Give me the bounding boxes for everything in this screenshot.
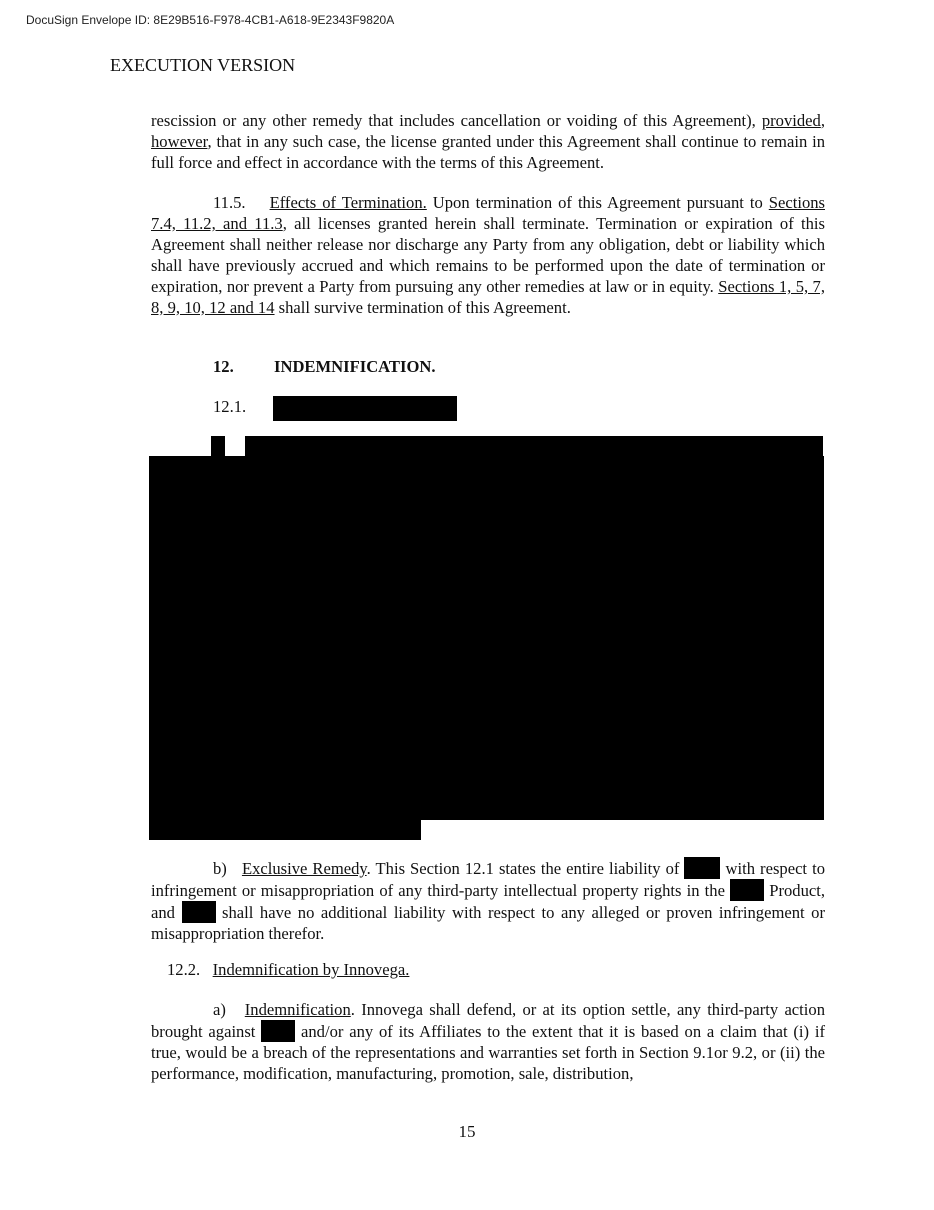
paragraph-rescission <box>151 110 825 173</box>
text-span: Product, and <box>151 881 826 922</box>
text-span: rescission or any other remedy that includes cancellation or voiding of this Agreement), <box>151 111 762 130</box>
docusign-envelope-id: DocuSign Envelope ID: 8E29B516-F978-4CB1-A618-9E2343F9820A <box>26 13 395 27</box>
redaction-block <box>730 879 764 901</box>
item-label: b) <box>213 859 227 878</box>
redaction-block <box>273 396 457 421</box>
section-12-1-heading <box>213 397 246 417</box>
paragraph-exclusive-remedy <box>151 857 825 944</box>
item-heading: Indemnification <box>244 1000 351 1019</box>
section-12-heading <box>213 357 436 377</box>
text-span: . This Section 12.1 states the entire liability of <box>366 859 685 878</box>
text-span: , that in any such case, the license granted under this Agreement shall continue to remain in full force and effect in accordance with the terms of this Agreement. <box>151 132 825 172</box>
page-number: 15 <box>458 1122 476 1141</box>
section-number: 12.2. <box>167 960 201 979</box>
text-span: Upon termination of this Agreement pursuant to <box>426 193 769 212</box>
text-span: shall have no additional liability with respect to any alleged or proven infringement or misappropriation therefor. <box>151 903 825 943</box>
section-12-2-heading <box>151 959 825 980</box>
section-heading: Indemnification by Innovega. <box>212 960 410 979</box>
text-span: , <box>820 111 825 130</box>
section-heading: Effects of Termination. <box>269 193 427 212</box>
redaction-block <box>182 901 216 923</box>
text-span: . Innovega shall defend, or at its option settle, any third-party action brought against <box>151 1000 825 1041</box>
section-number: 12. <box>213 357 234 376</box>
item-label: a) <box>213 1000 226 1019</box>
text-span: , all licenses granted herein shall terminate. Termination or expiration of this Agreement shall neither release nor discharge any Party from any obligation, debt or liability which shall have previously accrued and which remains to be performed upon the date of termination or expiration, nor prevent a Party from pursuing any other remedies at law or in equity. <box>151 214 825 296</box>
item-heading: Exclusive Remedy <box>241 859 367 878</box>
redaction-piece <box>149 818 421 840</box>
redaction-block <box>261 1020 295 1042</box>
section-title: INDEMNIFICATION. <box>274 357 436 376</box>
redaction-block <box>684 857 720 879</box>
section-number: 12.1. <box>213 397 247 416</box>
however-term: however <box>151 132 208 151</box>
section-reference: Sections 7.4, 11.2, and 11.3 <box>151 193 825 233</box>
redaction-piece <box>211 436 225 458</box>
redaction-piece <box>149 456 824 820</box>
section-reference: Sections 1, 5, 7, 8, 9, 10, 12 and 14 <box>151 277 825 317</box>
provided-term: provided <box>761 111 821 130</box>
execution-version-label: EXECUTION VERSION <box>110 55 296 75</box>
text-span: shall survive termination of this Agreement. <box>274 298 571 317</box>
redaction-piece <box>245 436 823 458</box>
text-span: and/or any of its Affiliates to the extent that it is based on a claim that (i) if true, would be a breach of the representations and warranties set forth in Section 9.1or 9.2, or (ii) the performance, modification, manufacturing, promotion, sale, distribution, <box>151 1022 825 1083</box>
section-11-5 <box>151 192 825 318</box>
section-number: 11.5. <box>213 193 246 212</box>
text-span: with respect to infringement or misappropriation of any third-party intellectual property rights in the <box>151 859 825 900</box>
paragraph-indemnification <box>151 999 825 1084</box>
